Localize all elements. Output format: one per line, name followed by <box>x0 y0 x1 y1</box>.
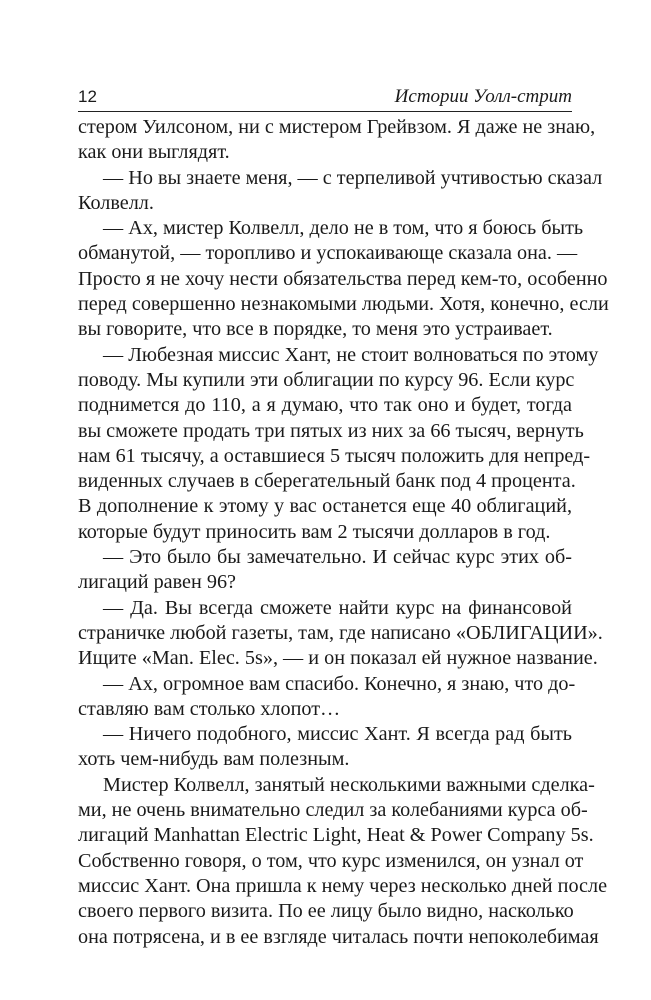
text-line: как они выглядят. <box>78 141 230 164</box>
text-line: В дополнение к этому у вас останется еще 40 облигаций, <box>78 495 572 518</box>
text-line: она потрясена, и в ее взгляде читалась почти непоколебимая <box>78 925 599 948</box>
text-line: хоть чем-нибудь вам полезным. <box>78 748 350 771</box>
text-line: стером Уилсоном, ни с мистером Грейвзом. Я даже не знаю, <box>78 116 596 138</box>
text-line: виденных случаев в сберегательный банк под 4 процента. <box>78 470 576 493</box>
text-line: — Ничего подобного, миссис Хант. Я всегда рад быть <box>103 723 572 746</box>
text-line: ми, не очень внимательно следил за колебаниями курса об- <box>78 799 588 822</box>
body-text <box>78 115 609 950</box>
page-number: 12 <box>78 87 97 106</box>
text-line: поводу. Мы купили эти облигации по курсу 96. Если курс <box>78 368 575 391</box>
text-line: — Да. Вы всегда сможете найти курс на финансовой <box>103 596 572 619</box>
text-line: Ищите «Man. Elec. 5s», — и он показал ей нужное название. <box>78 647 598 670</box>
header-rule <box>78 111 572 112</box>
text-line: Просто я не хочу нести обязательства перед кем-то, особенно <box>78 267 608 290</box>
text-line: Собственно говоря, о том, что курс изменился, он узнал от <box>78 849 584 872</box>
text-line: миссис Хант. Она пришла к нему через несколько дней после <box>78 874 608 897</box>
text-line: — Это было бы замечательно. И сейчас курс этих об- <box>103 546 572 569</box>
text-line: Колвелл. <box>78 191 154 214</box>
text-line: которые будут приносить вам 2 тысячи долларов в год. <box>78 520 551 543</box>
text-line: — Любезная миссис Хант, не стоит волноваться по этому <box>103 343 599 366</box>
text-line: нам 61 тысячу, а оставшиеся 5 тысяч положить для непред- <box>78 444 591 467</box>
text-line: страничке любой газеты, там, где написано «ОБЛИГАЦИИ». <box>78 621 603 644</box>
text-line: — Но вы знаете меня, — с терпеливой учтивостью сказал <box>103 166 603 189</box>
text-line: вы сможете продать три пятых из них за 66 тысяч, вернуть <box>78 419 584 442</box>
text-line: лигаций Manhattan Electric Light, Heat & Power Company 5s. <box>78 824 594 847</box>
text-line: вы говорите, что все в порядке, то меня это устраивает. <box>78 318 553 341</box>
text-line: поднимется до 110, а я думаю, что так оно и будет, тогда <box>78 394 572 417</box>
text-line: своего первого визита. По ее лицу было видно, насколько <box>78 900 574 923</box>
page-header <box>78 86 572 112</box>
running-title: Истории Уолл-стрит <box>394 86 572 107</box>
text-line: ставляю вам столько хлопот… <box>78 697 341 720</box>
text-line: лигаций равен 96? <box>78 571 237 594</box>
text-line: перед совершенно незнакомыми людьми. Хотя, конечно, если <box>78 293 609 316</box>
text-line: обманутой, — торопливо и успокаивающе сказала она. — <box>78 242 578 265</box>
text-line: — Ах, мистер Колвелл, дело не в том, что я боюсь быть <box>103 217 584 240</box>
text-line: — Ах, огромное вам спасибо. Конечно, я знаю, что до- <box>103 672 576 695</box>
text-line: Мистер Колвелл, занятый несколькими важными сделка- <box>103 773 595 796</box>
